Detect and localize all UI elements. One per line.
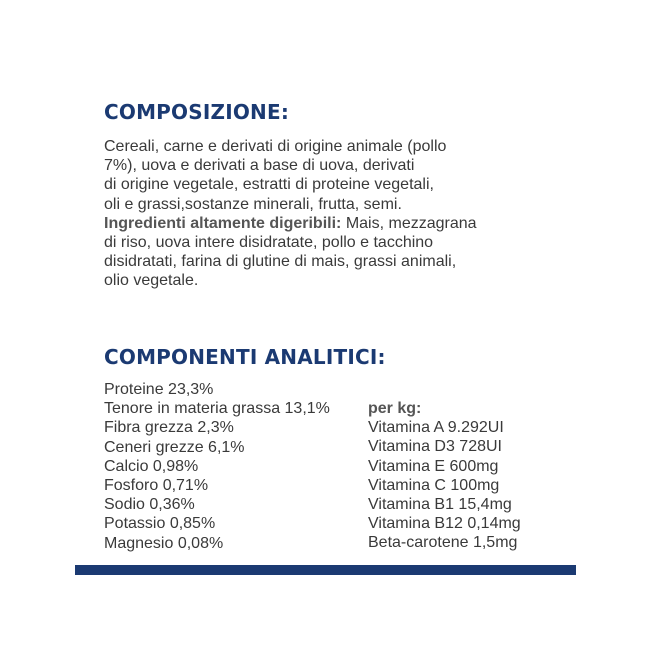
vitamin-item: Vitamina C 100mg	[368, 476, 500, 494]
analytical-values-list	[104, 380, 330, 553]
digestible-ingredients-label: Ingredienti altamente digeribili:	[104, 214, 342, 232]
analytical-value-item: Potassio 0,85%	[104, 515, 216, 533]
composition-line: di origine vegetale, estratti di proteine vegetali,	[104, 176, 434, 194]
vitamins-list	[368, 399, 521, 553]
composition-line: Cereali, carne e derivati di origine animale (pollo	[104, 138, 447, 155]
analytical-value-item: Ceneri grezze 6,1%	[104, 438, 245, 456]
vitamin-item: Vitamina B12 0,14mg	[368, 515, 521, 533]
composition-text	[104, 137, 554, 291]
analytical-value-item: Proteine 23,3%	[104, 381, 214, 398]
analytical-value-item: Fosforo 0,71%	[104, 477, 209, 495]
analytical-value-item: Tenore in materia grassa 13,1%	[104, 400, 330, 418]
digestible-ingredients-line	[104, 214, 554, 233]
analytical-value-item: Fibra grezza 2,3%	[104, 419, 234, 437]
vitamin-item: Vitamina A 9.292UI	[368, 419, 504, 437]
bottom-divider-bar	[75, 565, 576, 575]
digestible-ingredients-text: Mais, mezzagrana	[341, 214, 477, 232]
per-kg-label: per kg:	[368, 400, 422, 417]
analytical-value-item: Magnesio 0,08%	[104, 534, 224, 552]
analytical-value-item: Sodio 0,36%	[104, 496, 195, 514]
vitamin-item: Vitamina E 600mg	[368, 457, 499, 475]
composition-line: disidratati, farina di glutine di mais, grassi animali,	[104, 253, 457, 271]
vitamin-item: Vitamina B1 15,4mg	[368, 496, 512, 514]
analytical-value-item: Calcio 0,98%	[104, 457, 199, 475]
vitamin-item: Vitamina D3 728UI	[368, 438, 502, 456]
composition-line: di riso, uova intere disidratate, pollo e tacchino	[104, 234, 434, 252]
composition-heading: COMPOSIZIONE:	[104, 100, 290, 124]
analytical-components-heading: COMPONENTI ANALITICI:	[104, 345, 386, 369]
vitamin-item: Beta-carotene 1,5mg	[368, 534, 518, 552]
composition-line: olio vegetale.	[104, 272, 199, 290]
composition-line: oli e grassi,sostanze minerali, frutta, semi.	[104, 195, 402, 213]
composition-line: 7%), uova e derivati a base di uova, derivati	[104, 157, 415, 175]
